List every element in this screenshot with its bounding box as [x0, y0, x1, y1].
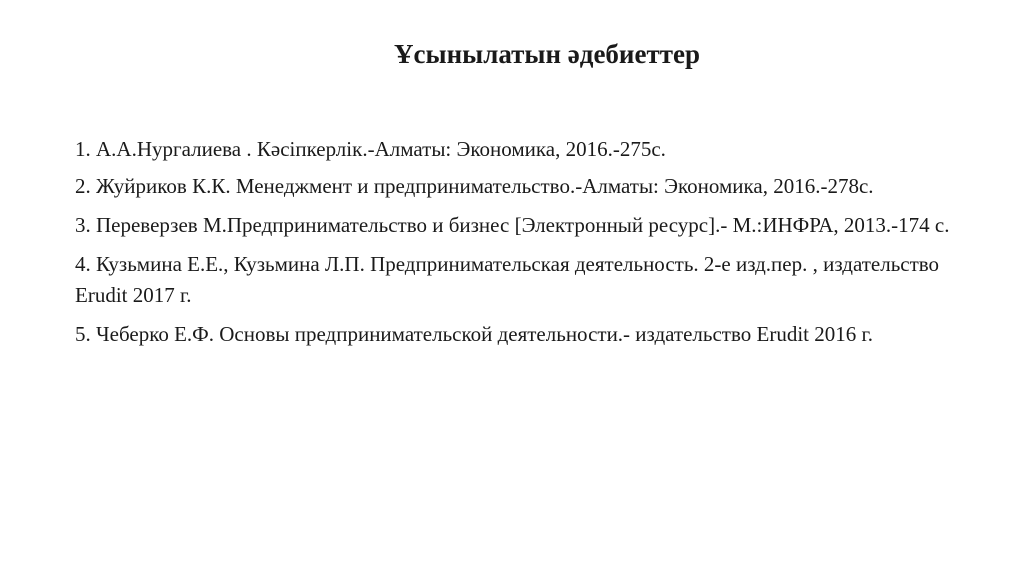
reference-item-3: 3. Переверзев М.Предпринимательство и бизнес [Электронный ресурс].- М.:ИНФРА, 2013.-174 с.: [75, 213, 950, 237]
slide-title: Ұсынылатын әдебиеттер: [394, 39, 700, 69]
reference-list: [75, 134, 955, 358]
reference-item-2: 2. Жуйриков К.К. Менеджмент и предпринимательство.-Алматы: Экономика, 2016.-278с.: [75, 174, 874, 198]
reference-item-1: 1. А.А.Нургалиева . Кәсіпкерлік.-Алматы: Экономика, 2016.-275с.: [75, 137, 666, 161]
reference-item-4: 4. Кузьмина Е.Е., Кузьмина Л.П. Предпринимательская деятельность. 2-е изд.пер. , издательство Erudit 2017 г.: [75, 252, 940, 307]
reference-item-5: 5. Чеберко Е.Ф. Основы предпринимательской деятельности.- издательство Erudit 2016 г.: [75, 322, 873, 346]
